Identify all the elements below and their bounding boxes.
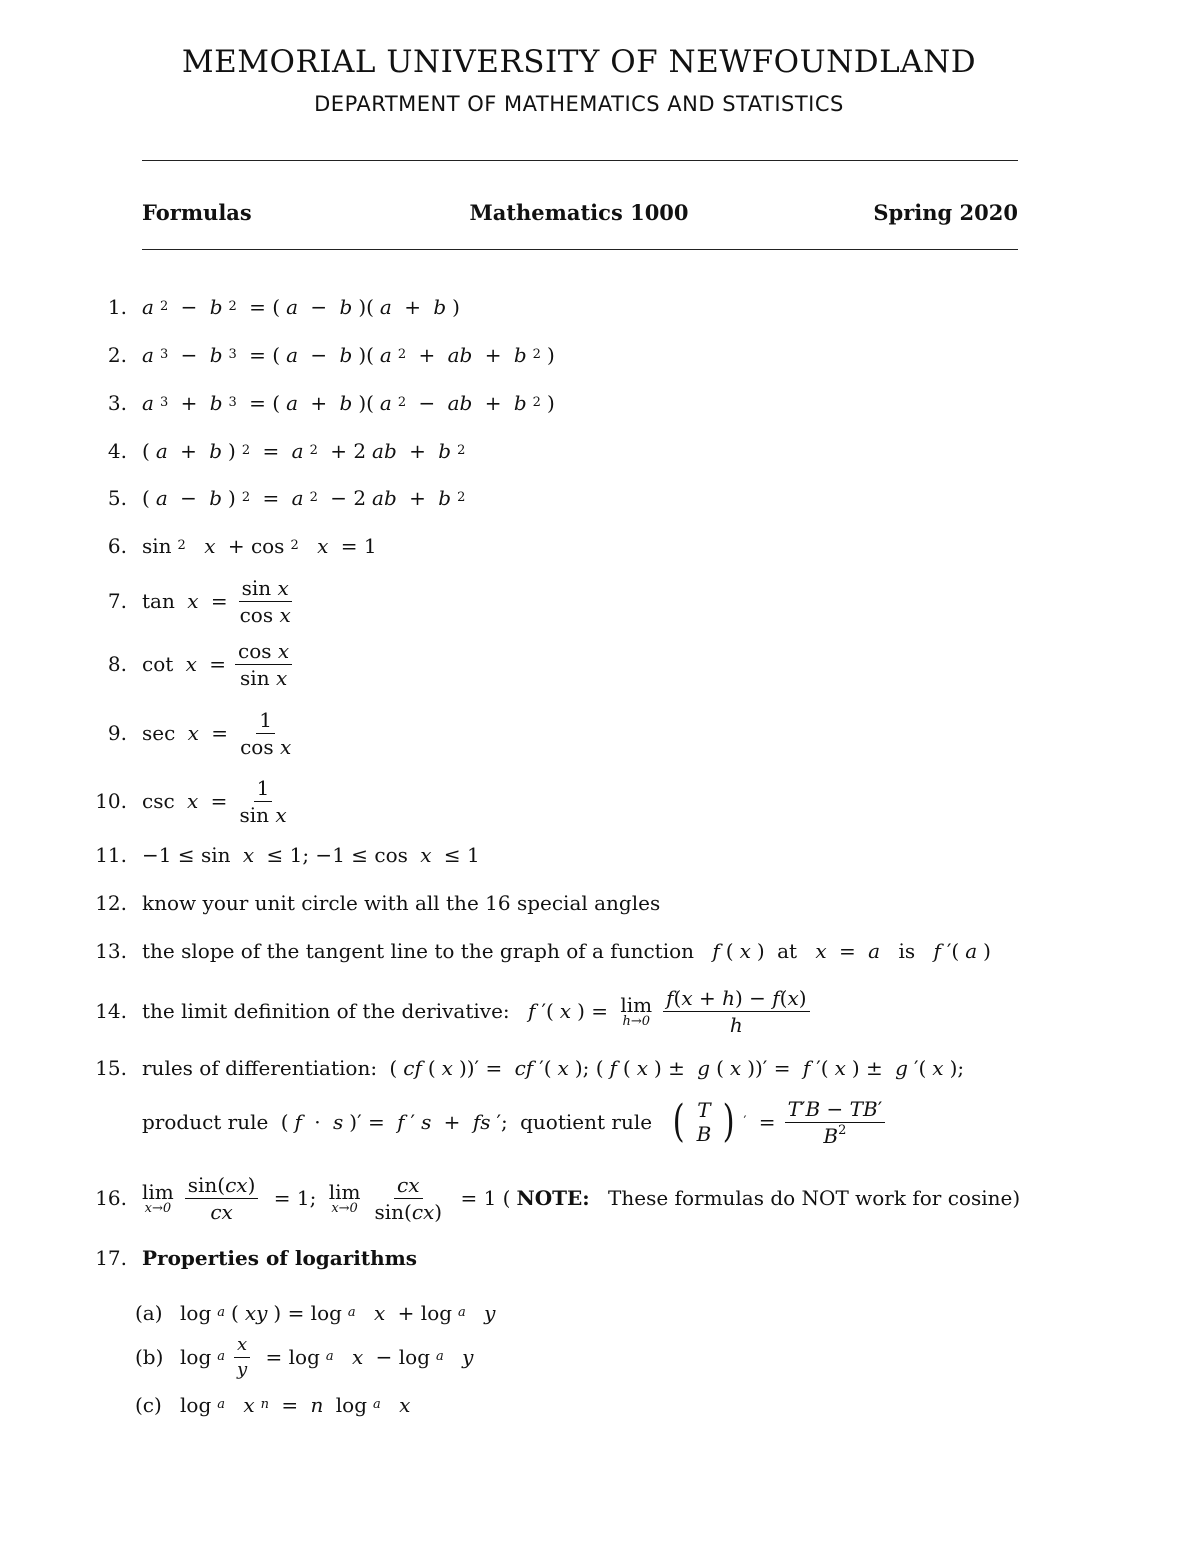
item-number: 9. xyxy=(107,721,127,745)
formula-item xyxy=(0,436,1200,466)
header-left: Formulas xyxy=(142,200,252,225)
formula-item xyxy=(0,483,1200,513)
formula: −1 ≤ sin x ≤ 1; −1 ≤ cos x ≤ 1 xyxy=(142,843,480,867)
formula: ( a − b ) 2 = a 2 − 2 ab + b 2 xyxy=(142,486,466,510)
note-label: NOTE: xyxy=(516,1186,590,1210)
formula: cot x = $\frac{\text{cos x}}{\text{sin x}}$ xyxy=(142,640,295,689)
formula: tan x = $\frac{\text{sin x}}{\text{cos x}}$ xyxy=(142,575,291,627)
bottom-rule xyxy=(142,249,1018,250)
formula: sin 2 x + cos 2 x = 1 xyxy=(142,534,377,558)
formula-item xyxy=(0,292,1200,322)
item-number: 10. xyxy=(95,789,127,813)
formula-item xyxy=(0,936,1200,966)
formula: the slope of the tangent line to the graph of a function f ( x ) at x = a is f ′( a ) xyxy=(142,939,991,963)
subitem-label: (b) xyxy=(135,1345,164,1369)
item-number: 12. xyxy=(95,891,127,915)
header-right: Spring 2020 xyxy=(873,200,1018,225)
formula-item xyxy=(0,840,1200,870)
item-number: 17. xyxy=(95,1246,127,1270)
subitem-label: (a) xyxy=(135,1301,163,1325)
item-number: 5. xyxy=(107,486,127,510)
note-text: These formulas do NOT work for cosine) xyxy=(608,1186,1021,1210)
formula-item xyxy=(0,775,1200,827)
formula-text: the limit definition of the derivative: xyxy=(142,999,510,1023)
formula-item xyxy=(0,1053,1200,1083)
formula-item-continued xyxy=(0,1096,1200,1148)
formula-text: quotient rule xyxy=(520,1110,653,1134)
formula-subitem xyxy=(0,1333,1200,1380)
formula-text: is xyxy=(898,939,916,963)
header-center: Mathematics 1000 xyxy=(469,200,689,225)
item-number: 4. xyxy=(107,439,127,463)
formula: sec x = $\frac{1}{\text{cos x}}$ xyxy=(142,707,292,759)
subitem-label: (c) xyxy=(135,1393,162,1417)
item-number: 11. xyxy=(95,843,127,867)
item-number: 8. xyxy=(107,652,127,676)
formula-item xyxy=(0,388,1200,418)
formula-item xyxy=(0,531,1200,561)
item-number: 13. xyxy=(95,939,127,963)
formula: rules of differentiation: ( cf ( x ))′ = cf ′( x ); ( f ( x ) ± g ( x ))′ = f ′( x ) ± g ′( x ); xyxy=(142,1056,965,1080)
formula-text: rules of differentiation: xyxy=(142,1056,378,1080)
formula: log a x n = n log a x xyxy=(180,1393,411,1417)
formula-subitem xyxy=(0,1390,1200,1420)
formula-item xyxy=(0,638,1200,690)
item-number: 2. xyxy=(107,343,127,367)
item-number: 16. xyxy=(95,1186,127,1210)
formula-subitem xyxy=(0,1298,1200,1328)
item-number: 1. xyxy=(107,295,127,319)
formula-item xyxy=(0,1172,1200,1224)
formula-item xyxy=(0,1243,1200,1273)
formula-item xyxy=(0,888,1200,918)
formula-item xyxy=(0,985,1200,1037)
department-name: DEPARTMENT OF MATHEMATICS AND STATISTICS xyxy=(314,92,844,116)
formula-text: at xyxy=(777,939,798,963)
item-number: 7. xyxy=(107,589,127,613)
formula-item xyxy=(0,707,1200,759)
university-name: MEMORIAL UNIVERSITY OF NEWFOUNDLAND xyxy=(181,44,977,80)
formula-item xyxy=(0,340,1200,370)
formula: log a ( xy ) = log a x + log a y xyxy=(180,1301,496,1325)
item-number: 15. xyxy=(95,1056,127,1080)
formula: ( a + b ) 2 = a 2 + 2 ab + b 2 xyxy=(142,439,466,463)
formula: a 3 + b 3 = ( a + b )( a 2 − ab + b 2 ) xyxy=(142,391,555,415)
formula-text: the slope of the tangent line to the graph of a function xyxy=(142,939,695,963)
formula-text: know your unit circle with all the 16 special angles xyxy=(142,891,661,915)
item-number: 14. xyxy=(95,999,127,1023)
formula: a 2 − b 2 = ( a − b )( a + b ) xyxy=(142,295,460,319)
formula: the limit definition of the derivative: f ′( x ) = lim h→0 $\frac{f(x + h) - f(x)}{h}$ xyxy=(142,987,813,1036)
formula-item xyxy=(0,575,1200,627)
item-number: 3. xyxy=(107,391,127,415)
item-number: 6. xyxy=(107,534,127,558)
formula: a 3 − b 3 = ( a − b )( a 2 + ab + b 2 ) xyxy=(142,343,555,367)
section-heading xyxy=(142,1246,417,1270)
section-title: Properties of logarithms xyxy=(142,1246,418,1270)
formula: csc x = $\frac{1}{\text{sin x}}$ xyxy=(142,775,287,827)
formula: log a $\frac{x}{y}$ = log a x − log a y xyxy=(180,1333,474,1380)
formula: lim x→0 $\frac{\sin(cx)}{cx}$ = 1; lim x→0 $\frac{cx}{\sin(cx)}$ = 1 ( NOTE: These formulas do NOT work for cosine) xyxy=(142,1172,1021,1224)
formula-text: product rule xyxy=(142,1110,269,1134)
top-rule xyxy=(142,160,1018,161)
formula: product rule ( f · s )′ = f ′ s + fs ′; quotient rule ( T B ) ′ = $\frac{T'B - TB'}{B^2}$ xyxy=(142,1098,888,1147)
